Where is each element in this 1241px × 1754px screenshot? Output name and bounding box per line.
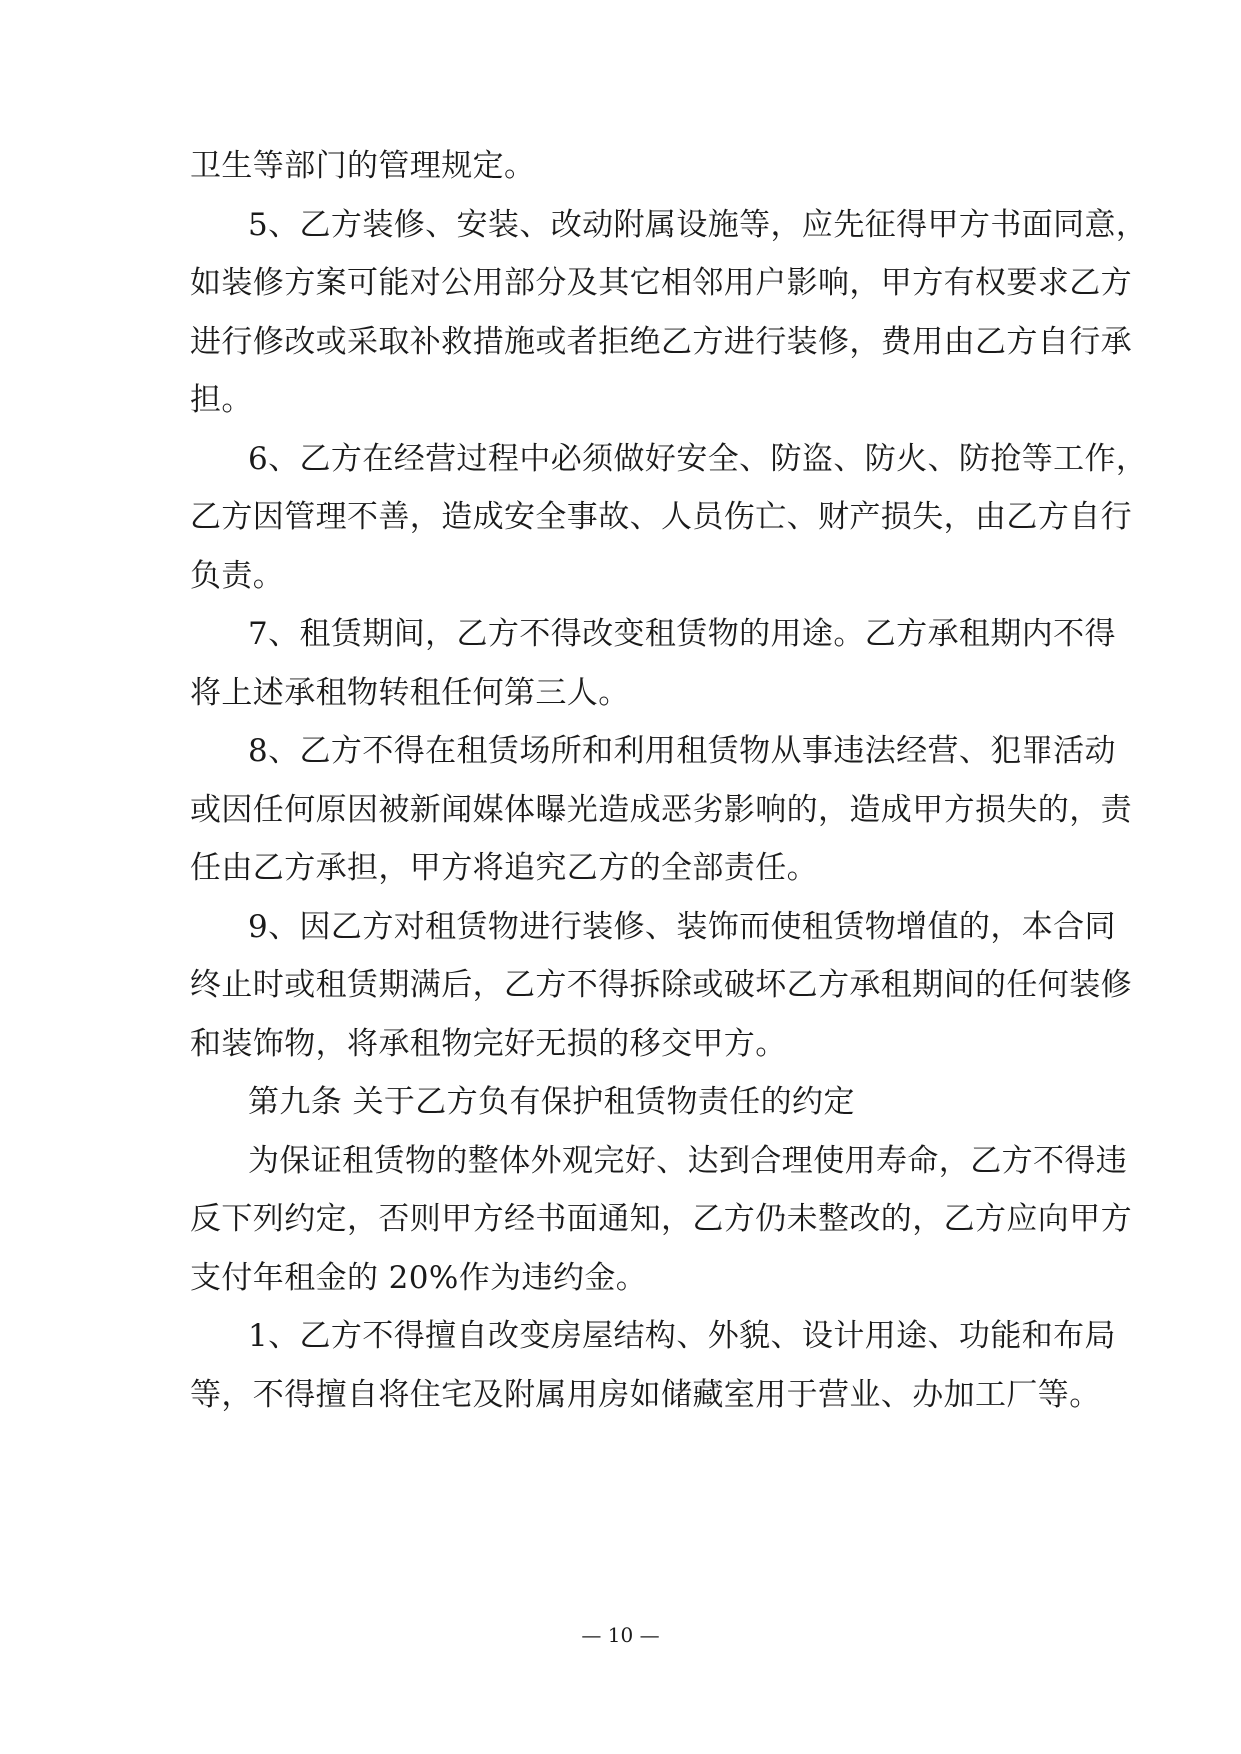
paragraph-9-line-2: 终止时或租赁期满后，乙方不得拆除或破坏乙方承租期间的任何装修: [190, 967, 1132, 1003]
intro-paragraph-line-3: 支付年租金的 20%作为违约金。: [190, 1260, 648, 1296]
paragraph-6-line-1: 6、乙方在经营过程中必须做好安全、防盗、防火、防抢等工作，: [248, 441, 1148, 477]
section-heading: 第九条 关于乙方负有保护租赁物责任的约定: [248, 1084, 855, 1120]
paragraph-9-line-1: 9、因乙方对租赁物进行装修、装饰而使租赁物增值的，本合同: [248, 909, 1116, 945]
paragraph-7-line-1: 7、租赁期间，乙方不得改变租赁物的用途。乙方承租期内不得: [248, 616, 1116, 652]
paragraph-5-line-3: 进行修改或采取补救措施或者拒绝乙方进行装修，费用由乙方自行承: [190, 324, 1132, 360]
paragraph-9-line-3: 和装饰物，将承租物完好无损的移交甲方。: [190, 1026, 787, 1062]
paragraph-8-line-1: 8、乙方不得在租赁场所和利用租赁物从事违法经营、犯罪活动: [248, 733, 1116, 769]
item-1-line-2: 等，不得擅自将住宅及附属用房如储藏室用于营业、办加工厂等。: [190, 1377, 1101, 1413]
paragraph-6-line-3: 负责。: [190, 558, 285, 594]
paragraph-6-line-2: 乙方因管理不善，造成安全事故、人员伤亡、财产损失，由乙方自行: [190, 499, 1132, 535]
paragraph-5-line-2: 如装修方案可能对公用部分及其它相邻用户影响，甲方有权要求乙方: [190, 265, 1132, 301]
intro-paragraph-line-1: 为保证租赁物的整体外观完好、达到合理使用寿命，乙方不得违: [248, 1143, 1128, 1179]
paragraph-8-line-3: 任由乙方承担，甲方将追究乙方的全部责任。: [190, 850, 818, 886]
paragraph-5-line-1: 5、乙方装修、安装、改动附属设施等，应先征得甲方书面同意，: [248, 207, 1148, 243]
page-number: — 10 —: [581, 1623, 660, 1647]
paragraph-8-line-2: 或因任何原因被新闻媒体曝光造成恶劣影响的，造成甲方损失的，责: [190, 792, 1132, 828]
intro-paragraph-line-2: 反下列约定，否则甲方经书面通知，乙方仍未整改的，乙方应向甲方: [190, 1201, 1132, 1237]
paragraph-5-line-4: 担。: [190, 382, 253, 418]
text-line: 卫生等部门的管理规定。: [190, 148, 536, 184]
item-1-line-1: 1、乙方不得擅自改变房屋结构、外貌、设计用途、功能和布局: [248, 1318, 1116, 1354]
paragraph-7-line-2: 将上述承租物转租任何第三人。: [190, 675, 630, 711]
